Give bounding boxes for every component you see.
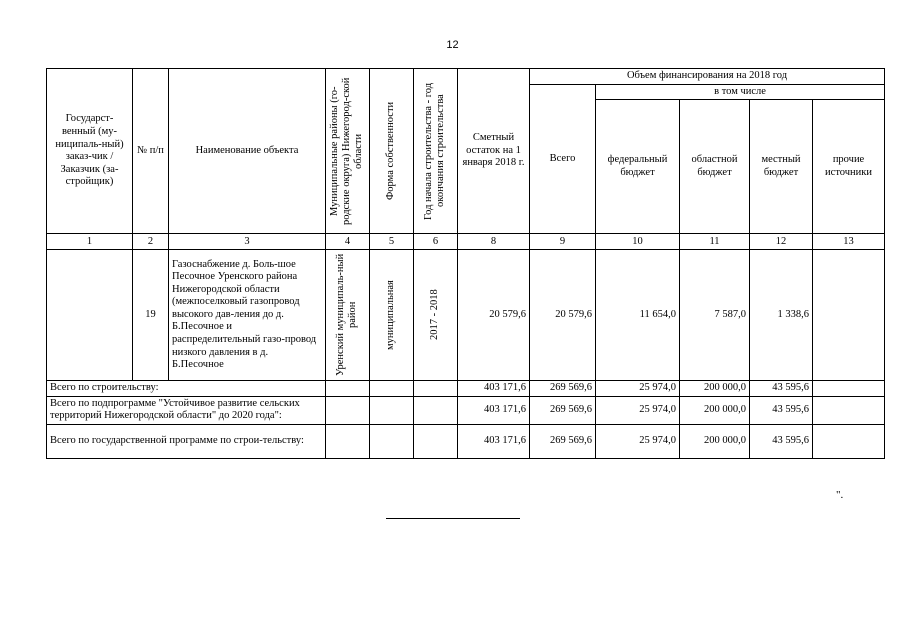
header-local: местный бюджет: [750, 100, 813, 234]
header-object-name: Наименование объекта: [169, 69, 326, 234]
header-total: Всего: [530, 84, 596, 234]
total-other: [813, 424, 885, 458]
header-district: Муниципальные районы (го-родские округа) Нижегород-ской области: [329, 77, 365, 225]
column-number: 10: [596, 234, 680, 250]
total-local: 43 595,6: [750, 396, 813, 424]
page-number: 12: [446, 39, 459, 51]
total-total: 269 569,6: [530, 424, 596, 458]
header-district-cell: [326, 69, 370, 234]
total-federal: 25 974,0: [596, 381, 680, 397]
column-number: 5: [370, 234, 414, 250]
total-label: Всего по строительству:: [47, 381, 326, 397]
row-balance: 20 579,6: [458, 250, 530, 381]
header-years: Год начала строительства - год окончания строительства: [423, 82, 447, 220]
total-other: [813, 381, 885, 397]
row-other: [813, 250, 885, 381]
total-balance: 403 171,6: [458, 396, 530, 424]
total-total: 269 569,6: [530, 396, 596, 424]
column-number: 12: [750, 234, 813, 250]
total-other: [813, 396, 885, 424]
header-federal: федеральный бюджет: [596, 100, 680, 234]
row-object-name: Газоснабжение д. Боль-шое Песочное Уренского района Нижегородской области (межпоселковый газопровод высокого дав-ления до д. Б.Песочное и распределительный газо-провод низкого давления в д. Б.Песочное: [169, 250, 326, 381]
column-number: 9: [530, 234, 596, 250]
financing-table: [46, 68, 885, 459]
total-regional: 200 000,0: [680, 381, 750, 397]
column-number: 8: [458, 234, 530, 250]
column-number: 13: [813, 234, 885, 250]
total-label: Всего по государственной программе по строи-тельству:: [47, 424, 326, 458]
column-number-row: [47, 234, 885, 250]
row-total: 20 579,6: [530, 250, 596, 381]
header-ownership-cell: [370, 69, 414, 234]
row-years-cell: [414, 250, 458, 381]
header-num: № п/п: [133, 69, 169, 234]
header-ownership: Форма собственности: [385, 102, 397, 201]
table-row: [47, 250, 885, 381]
header-including: в том числе: [596, 84, 885, 100]
column-number: 2: [133, 234, 169, 250]
row-num: 19: [133, 250, 169, 381]
row-local: 1 338,6: [750, 250, 813, 381]
total-row-program: [47, 424, 885, 458]
total-federal: 25 974,0: [596, 424, 680, 458]
column-number: 11: [680, 234, 750, 250]
total-row-construction: [47, 381, 885, 397]
total-row-subprogram: [47, 396, 885, 424]
closing-quote-mark: ".: [836, 489, 844, 501]
header-balance: Сметный остаток на 1 января 2018 г.: [458, 69, 530, 234]
header-years-cell: [414, 69, 458, 234]
total-local: 43 595,6: [750, 381, 813, 397]
column-number: 4: [326, 234, 370, 250]
column-number: 3: [169, 234, 326, 250]
row-regional: 7 587,0: [680, 250, 750, 381]
total-regional: 200 000,0: [680, 424, 750, 458]
column-number: 6: [414, 234, 458, 250]
row-years: 2017 - 2018: [429, 289, 441, 341]
column-number: 1: [47, 234, 133, 250]
total-balance: 403 171,6: [458, 381, 530, 397]
total-label: Всего по подпрограмме "Устойчивое развитие сельских территорий Нижегородской области" до 2020 года":: [47, 396, 326, 424]
header-customer: Государст-венный (му-ниципаль-ный) заказ-чик / Заказчик (за-стройщик): [47, 69, 133, 234]
row-ownership: муниципальная: [385, 280, 397, 351]
row-district: Уренский муниципаль-ный район: [335, 254, 359, 377]
row-district-cell: [326, 250, 370, 381]
row-federal: 11 654,0: [596, 250, 680, 381]
header-regional: областной бюджет: [680, 100, 750, 234]
row-customer: [47, 250, 133, 381]
total-local: 43 595,6: [750, 424, 813, 458]
total-federal: 25 974,0: [596, 396, 680, 424]
total-regional: 200 000,0: [680, 396, 750, 424]
total-total: 269 569,6: [530, 381, 596, 397]
total-balance: 403 171,6: [458, 424, 530, 458]
header-other: прочие источники: [813, 100, 885, 234]
header-financing: Объем финансирования на 2018 год: [530, 69, 885, 85]
separator-line: [386, 518, 520, 519]
row-ownership-cell: [370, 250, 414, 381]
